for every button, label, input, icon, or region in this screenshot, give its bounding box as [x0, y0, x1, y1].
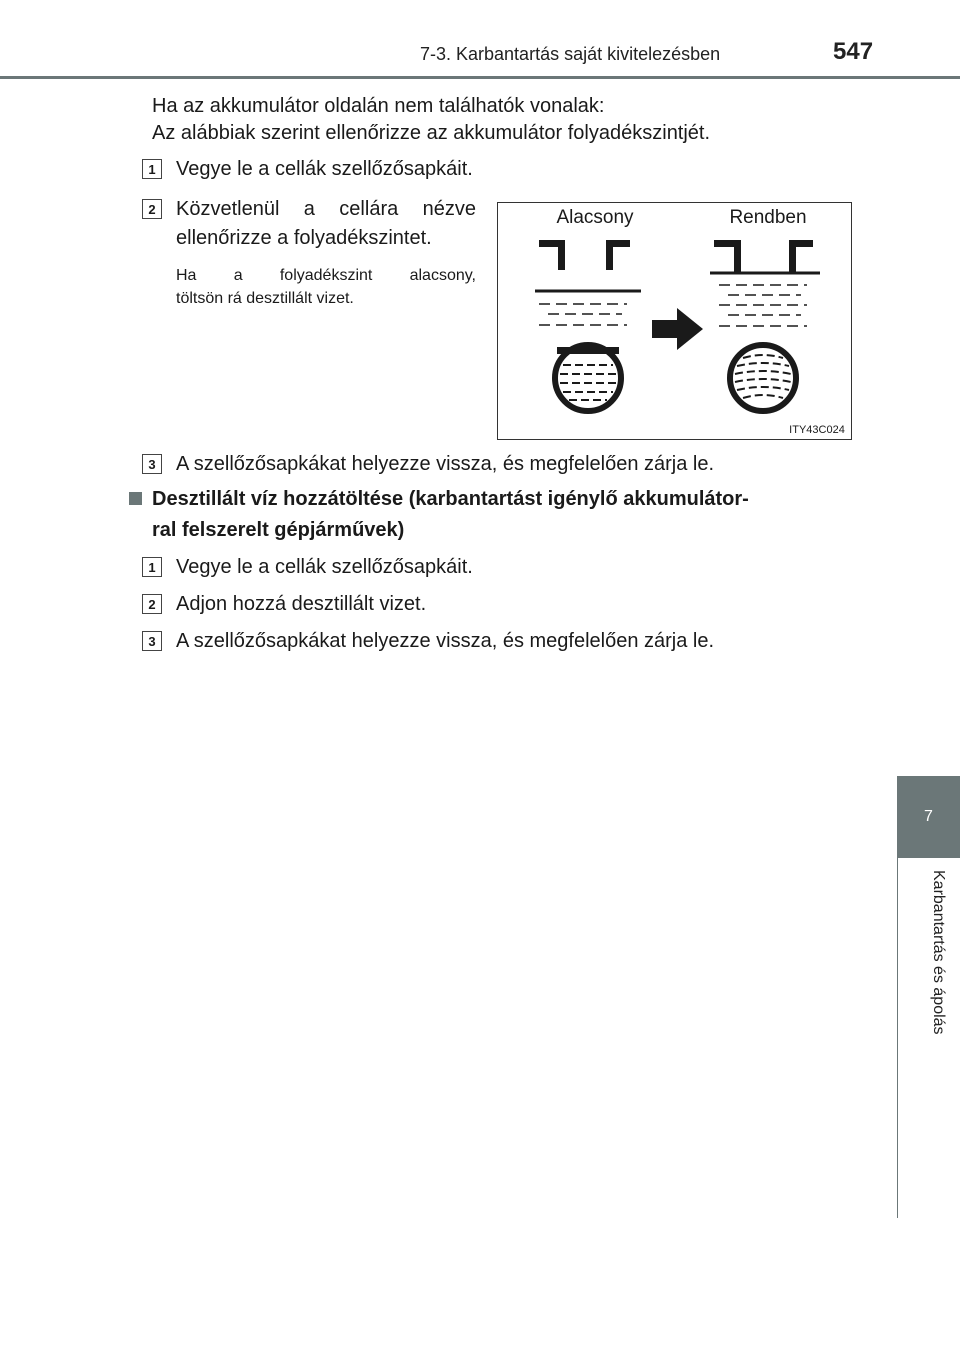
chapter-number: 7: [924, 808, 933, 825]
intro-line-1: Ha az akkumulátor oldalán nem találhatók vonalak:: [152, 95, 605, 117]
section-heading: ral felszerelt gépjárművek): [152, 519, 405, 541]
step-text: A szellőzősapkákat helyezze vissza, és megfelelően zárja le.: [176, 630, 715, 652]
step-text: ellenőrizze a folyadékszintet.: [176, 227, 432, 249]
section-heading: Desztillált víz hozzátöltése (karbantartást igénylő akkumulátor-: [152, 488, 749, 510]
step-text: Közvetlenül a cellára nézve: [176, 198, 476, 220]
step-note: töltsön rá desztillált vizet.: [176, 290, 354, 307]
section-bullet: [129, 492, 142, 505]
chapter-label-tab: [897, 858, 960, 1218]
chapter-label: Karbantartás és ápolás: [930, 870, 947, 1035]
figure-code: ITY43C024: [789, 424, 845, 436]
intro-line-2: Az alábbiak szerint ellenőrizze az akkumulátor folyadékszintjét.: [152, 122, 711, 144]
ok-cell-magnified-icon: [730, 345, 796, 411]
step-number-badge: 2: [142, 199, 162, 219]
label-ok: Rendben: [729, 207, 807, 228]
step-number-badge: 1: [142, 159, 162, 179]
step-text: Adjon hozzá desztillált vizet.: [176, 593, 427, 615]
step-text: Vegye le a cellák szellőzősapkáit.: [176, 158, 473, 180]
step-note: Ha a folyadékszint alacsony,: [176, 267, 476, 284]
low-cell-magnified-icon: [555, 345, 621, 411]
header-rule: [0, 76, 960, 79]
step-text: Vegye le a cellák szellőzősapkáit.: [176, 556, 473, 578]
label-low: Alacsony: [556, 207, 634, 228]
step-number-badge: 1: [142, 557, 162, 577]
step-number-badge: 3: [142, 631, 162, 651]
page-number: 547: [833, 38, 874, 65]
step-number-badge: 3: [142, 454, 162, 474]
header-section-title: 7-3. Karbantartás saját kivitelezésben: [420, 44, 721, 64]
chapter-tab[interactable]: [897, 776, 960, 858]
step-text: A szellőzősapkákat helyezze vissza, és megfelelően zárja le.: [176, 453, 715, 475]
battery-level-figure: [497, 202, 852, 440]
step-number-badge: 2: [142, 594, 162, 614]
